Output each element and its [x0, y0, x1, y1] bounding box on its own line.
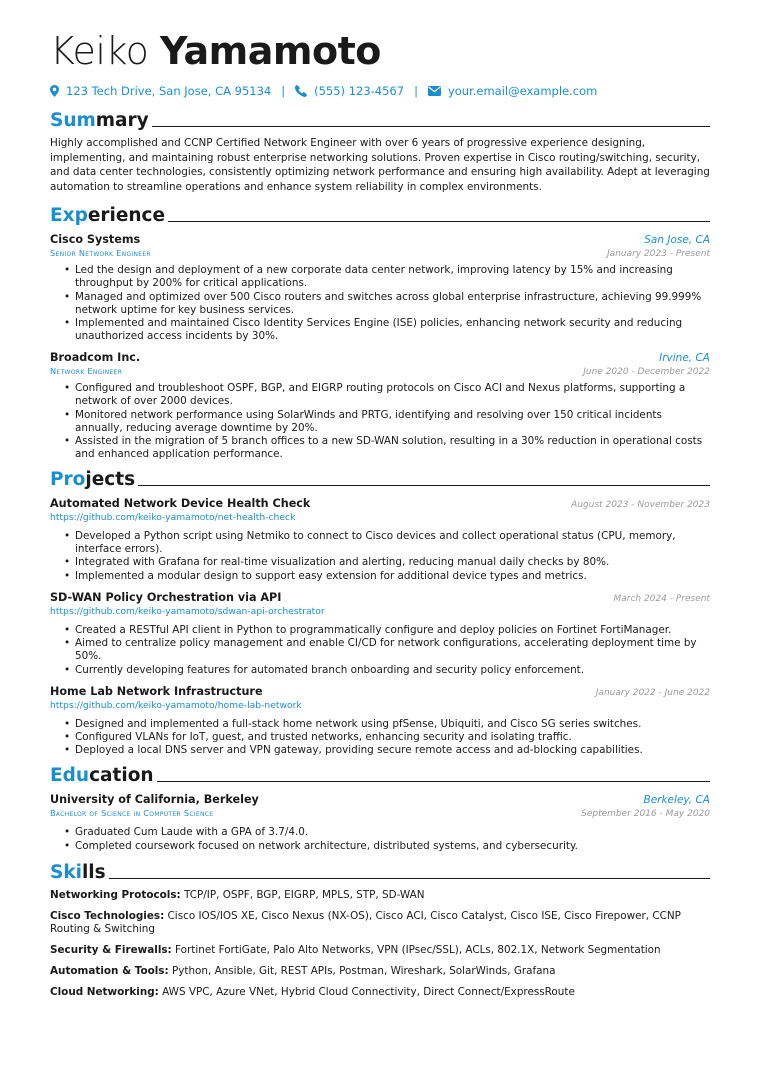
skill-row [50, 889, 710, 903]
map-pin-icon [50, 85, 59, 97]
section-education-heading [50, 764, 710, 786]
degree: Bachelor of Science in Computer Science [50, 808, 214, 819]
bullet-item: • Monitored network performance using SolarWinds and PRTG, identifying and resolving over 150 critical incidents annually, reducing average downtime by 20%. [64, 409, 710, 435]
contact-separator: | [281, 84, 286, 98]
bullet-item: • Assisted in the migration of 5 branch offices to a new SD-WAN solution, resulting in a 30% reduction in operational costs and enhanced application performance. [64, 435, 710, 461]
school-dates: September 2016 - May 2020 [581, 809, 710, 820]
project-dates: August 2023 - November 2023 [571, 499, 710, 510]
contact-phone[interactable] [295, 84, 404, 98]
section-summary-heading [50, 109, 710, 131]
skill-category: Networking Protocols: [50, 888, 181, 901]
phone-text: (555) 123-4567 [314, 84, 405, 98]
bullet-list [64, 264, 710, 343]
last-name: Yamamoto [159, 29, 381, 73]
skill-values: AWS VPC, Azure VNet, Hybrid Cloud Connectivity, Direct Connect/ExpressRoute [162, 986, 575, 999]
bullet-list [64, 530, 710, 583]
skill-category: Cloud Networking: [50, 986, 159, 999]
job-title: Network Engineer [50, 366, 123, 377]
job-location: Irvine, CA [659, 352, 710, 365]
skill-values: Cisco IOS/IOS XE, Cisco Nexus (NX-OS), Cisco ACI, Cisco Catalyst, Cisco ISE, Cisco Firepower, CCNP Routing & Switching [50, 909, 681, 936]
section-title: Education [50, 765, 154, 787]
job-dates: June 2020 - December 2022 [583, 367, 710, 378]
skill-row [50, 944, 710, 958]
project-name: SD-WAN Policy Orchestration via API [50, 590, 282, 604]
bullet-list [64, 718, 710, 758]
project-dates: January 2022 - June 2022 [595, 687, 710, 698]
section-title: Experience [50, 205, 166, 227]
bullet-item: • Graduated Cum Laude with a GPA of 3.7/4.0. [64, 826, 710, 839]
candidate-name [50, 28, 710, 74]
first-name: Keiko [50, 29, 149, 73]
skill-category: Cisco Technologies: [50, 909, 165, 922]
section-rule [152, 126, 710, 127]
project-link[interactable]: https://github.com/keiko-yamamoto/sdwan-api-orchestrator [50, 605, 325, 617]
experience-entry [50, 350, 710, 461]
project-entry [50, 496, 710, 583]
employer-name: Cisco Systems [50, 233, 141, 247]
section-projects-heading [50, 468, 710, 490]
skills-list [50, 889, 710, 1000]
bullet-list [64, 382, 710, 461]
bullet-list [64, 826, 710, 852]
contact-email[interactable] [428, 84, 597, 98]
bullet-item: • Currently developing features for automated branch onboarding and security policy enforcement. [64, 664, 710, 677]
phone-icon [295, 85, 307, 97]
summary-text: Highly accomplished and CCNP Certified Network Engineer with over 6 years of progressive experience designing, implementing, and maintaining robust enterprise networking solutions. Proven expertise in Cisco routing/switching, security, and data center technologies, consistently optimizing network performance and ensuring high availability. Adept at leveraging automation to streamline operations and enhance system reliability in complex environments. [50, 137, 710, 193]
section-rule [168, 221, 710, 222]
skill-row [50, 986, 710, 1000]
skill-values: Fortinet FortiGate, Palo Alto Networks, VPN (IPsec/SSL), ACLs, 802.1X, Network Segmentation [175, 944, 661, 957]
bullet-item: • Completed coursework focused on network architecture, distributed systems, and cybersecurity. [64, 840, 710, 853]
project-link[interactable]: https://github.com/keiko-yamamoto/home-lab-network [50, 699, 302, 711]
address-text: 123 Tech Drive, San Jose, CA 95134 [66, 84, 272, 98]
bullet-item: • Configured and troubleshoot OSPF, BGP, and EIGRP routing protocols on Cisco ACI and Nexus platforms, supporting a network of over 2000 devices. [64, 382, 710, 408]
section-rule [109, 878, 710, 879]
bullet-item: • Led the design and deployment of a new corporate data center network, improving latency by 15% and increasing throughput by 200% for critical applications. [64, 264, 710, 290]
email-link[interactable]: your.email@example.com [447, 84, 598, 98]
school-location: Berkeley, CA [643, 794, 710, 807]
section-skills-heading [50, 861, 710, 883]
project-name: Home Lab Network Infrastructure [50, 684, 263, 698]
project-entry [50, 684, 710, 758]
contact-separator: | [414, 84, 418, 98]
section-rule [157, 781, 710, 782]
skill-category: Automation & Tools: [50, 965, 169, 978]
job-dates: January 2023 - Present [607, 249, 710, 260]
skill-row [50, 965, 710, 979]
bullet-item: • Designed and implemented a full-stack home network using pfSense, Ubiquiti, and Cisco SG series switches. [64, 718, 710, 731]
bullet-item: • Deployed a local DNS server and VPN gateway, providing secure remote access and ad-blocking capabilities. [64, 744, 710, 757]
job-location: San Jose, CA [644, 234, 710, 247]
project-name: Automated Network Device Health Check [50, 496, 311, 510]
contact-bar [50, 83, 710, 99]
section-experience-heading [50, 204, 710, 226]
bullet-item: • Implemented and maintained Cisco Identity Services Engine (ISE) policies, enhancing network security and reducing unauthorized access incidents by 30%. [64, 317, 710, 343]
bullet-item: • Implemented a modular design to support easy extension for additional device types and metrics. [64, 570, 710, 583]
contact-address [50, 84, 271, 98]
bullet-item: • Configured VLANs for IoT, guest, and trusted networks, enhancing security and isolating traffic. [64, 731, 710, 744]
bullet-item: • Integrated with Grafana for real-time visualization and alerting, reducing manual daily checks by 80%. [64, 556, 710, 569]
project-dates: March 2024 - Present [613, 593, 710, 604]
project-link[interactable]: https://github.com/keiko-yamamoto/net-health-check [50, 511, 296, 523]
bullet-list [64, 624, 710, 677]
bullet-item: • Aimed to centralize policy management and enable CI/CD for network configurations, accelerating deployment time by 50%. [64, 637, 710, 663]
section-rule [138, 485, 710, 486]
project-entry [50, 590, 710, 677]
skill-values: Python, Ansible, Git, REST APIs, Postman, Wireshark, SolarWinds, Grafana [171, 965, 556, 978]
skill-values: TCP/IP, OSPF, BGP, EIGRP, MPLS, STP, SD-WAN [184, 888, 425, 901]
experience-entry [50, 232, 710, 343]
section-title: Projects [50, 468, 136, 490]
section-title: Skills [50, 861, 106, 883]
skill-row [50, 910, 710, 937]
school-name: University of California, Berkeley [50, 793, 259, 807]
employer-name: Broadcom Inc. [50, 351, 141, 365]
envelope-icon [428, 86, 441, 96]
job-title: Senior Network Engineer [50, 248, 151, 259]
bullet-item: • Created a RESTful API client in Python to programmatically configure and deploy policies on Fortinet FortiManager. [64, 624, 710, 637]
bullet-item: • Managed and optimized over 500 Cisco routers and switches across global enterprise infrastructure, achieving 99.999% network uptime for key business services. [64, 291, 710, 317]
bullet-item: • Developed a Python script using Netmiko to connect to Cisco devices and collect operational status (CPU, memory, interface errors). [64, 530, 710, 556]
section-title: Summary [50, 110, 149, 131]
skill-category: Security & Firewalls: [50, 944, 172, 957]
education-entry [50, 792, 710, 852]
